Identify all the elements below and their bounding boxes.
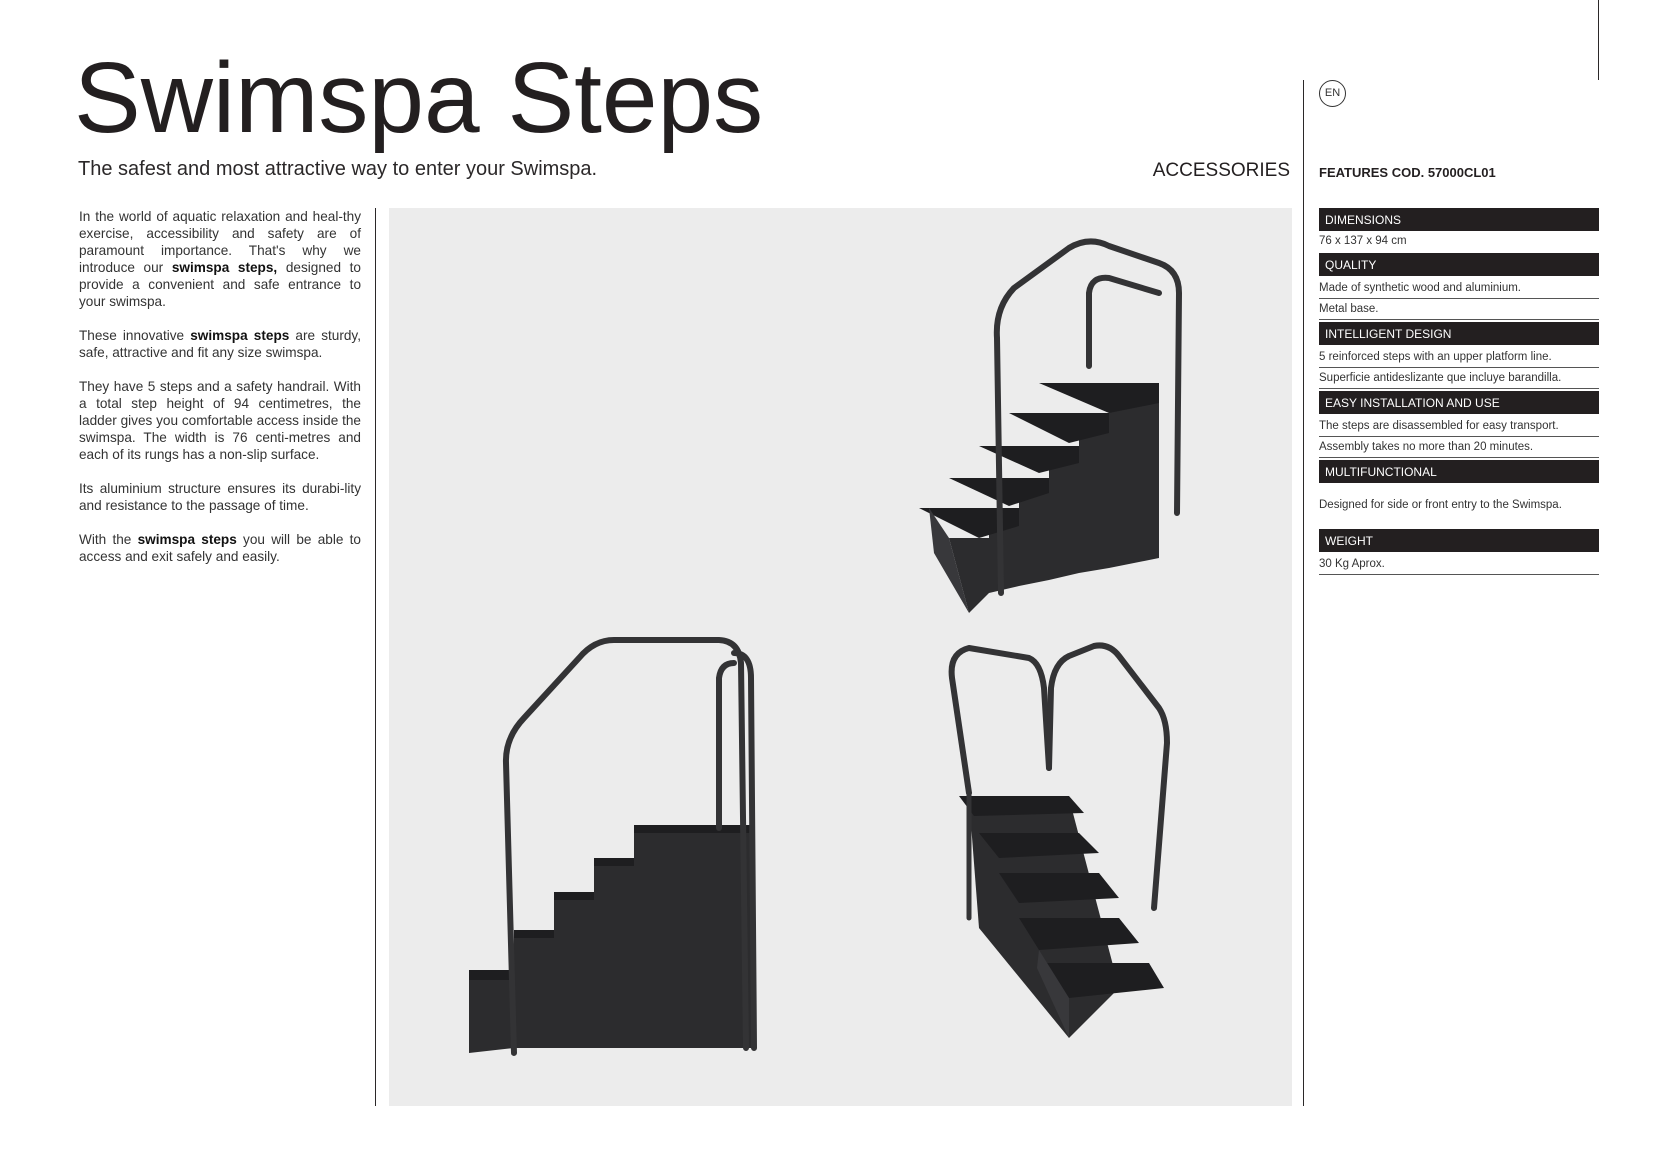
spec-value-quality-1: Made of synthetic wood and aluminium. (1319, 278, 1599, 299)
intro-paragraph-4: Its aluminium structure ensures its durabi-lity and resistance to the passage of time. (79, 481, 361, 513)
steps-illustration (389, 208, 1292, 1106)
spec-header-weight: WEIGHT (1319, 529, 1599, 552)
top-right-edge-line (1598, 0, 1599, 80)
spec-value-design-2: Superficie antideslizante que incluye barandilla. (1319, 368, 1599, 389)
intro-paragraph-2: These innovative swimspa steps are sturdy, safe, attractive and fit any size swimspa. (79, 328, 361, 360)
spec-value-install-1: The steps are disassembled for easy transport. (1319, 416, 1599, 437)
steps-photo-front (952, 645, 1167, 1038)
spec-header-intelligent-design: INTELLIGENT DESIGN (1319, 322, 1599, 345)
page-subtitle: The safest and most attractive way to enter your Swimspa. (78, 158, 598, 180)
section-label: ACCESSORIES (1152, 160, 1290, 181)
spec-header-multifunctional: MULTIFUNCTIONAL (1319, 460, 1599, 483)
spec-value-quality-2: Metal base. (1319, 299, 1599, 320)
spec-value-design-1: 5 reinforced steps with an upper platform line. (1319, 347, 1599, 368)
spec-value-dimensions: 76 x 137 x 94 cm (1319, 235, 1407, 247)
specs-table (1319, 208, 1599, 575)
steps-photo-top (919, 241, 1179, 613)
intro-paragraph-5: With the swimspa steps you will be able to access and exit safely and easily. (79, 532, 361, 564)
features-code: FEATURES COD. 57000CL01 (1319, 165, 1496, 180)
spec-header-quality: QUALITY (1319, 253, 1599, 276)
spec-value-multifunctional: Designed for side or front entry to the Swimspa. (1319, 499, 1562, 511)
steps-photo-side (469, 640, 754, 1053)
spec-header-dimensions: DIMENSIONS (1319, 208, 1599, 231)
language-badge[interactable]: EN (1319, 80, 1346, 107)
product-photo-panel (389, 208, 1292, 1106)
spec-value-install-2: Assembly takes no more than 20 minutes. (1319, 437, 1599, 458)
spec-header-installation: EASY INSTALLATION AND USE (1319, 391, 1599, 414)
left-column-divider (375, 208, 376, 1106)
intro-paragraph-3: They have 5 steps and a safety handrail. With a total step height of 94 centimetres, the ladder gives you comfortable access inside the swimspa. The width is 76 centi-metres and each of its rungs has a non-slip surface. (79, 379, 361, 462)
intro-text (79, 208, 361, 582)
page-title: Swimspa Steps (74, 42, 764, 154)
right-column-divider (1303, 80, 1304, 1106)
intro-paragraph-1: In the world of aquatic relaxation and heal-thy exercise, accessibility and safety are of paramount importance. That's why we introduce our swimspa steps, designed to provide a convenient and safe entrance to your swimspa. (79, 209, 361, 309)
spec-value-weight: 30 Kg Aprox. (1319, 554, 1599, 575)
